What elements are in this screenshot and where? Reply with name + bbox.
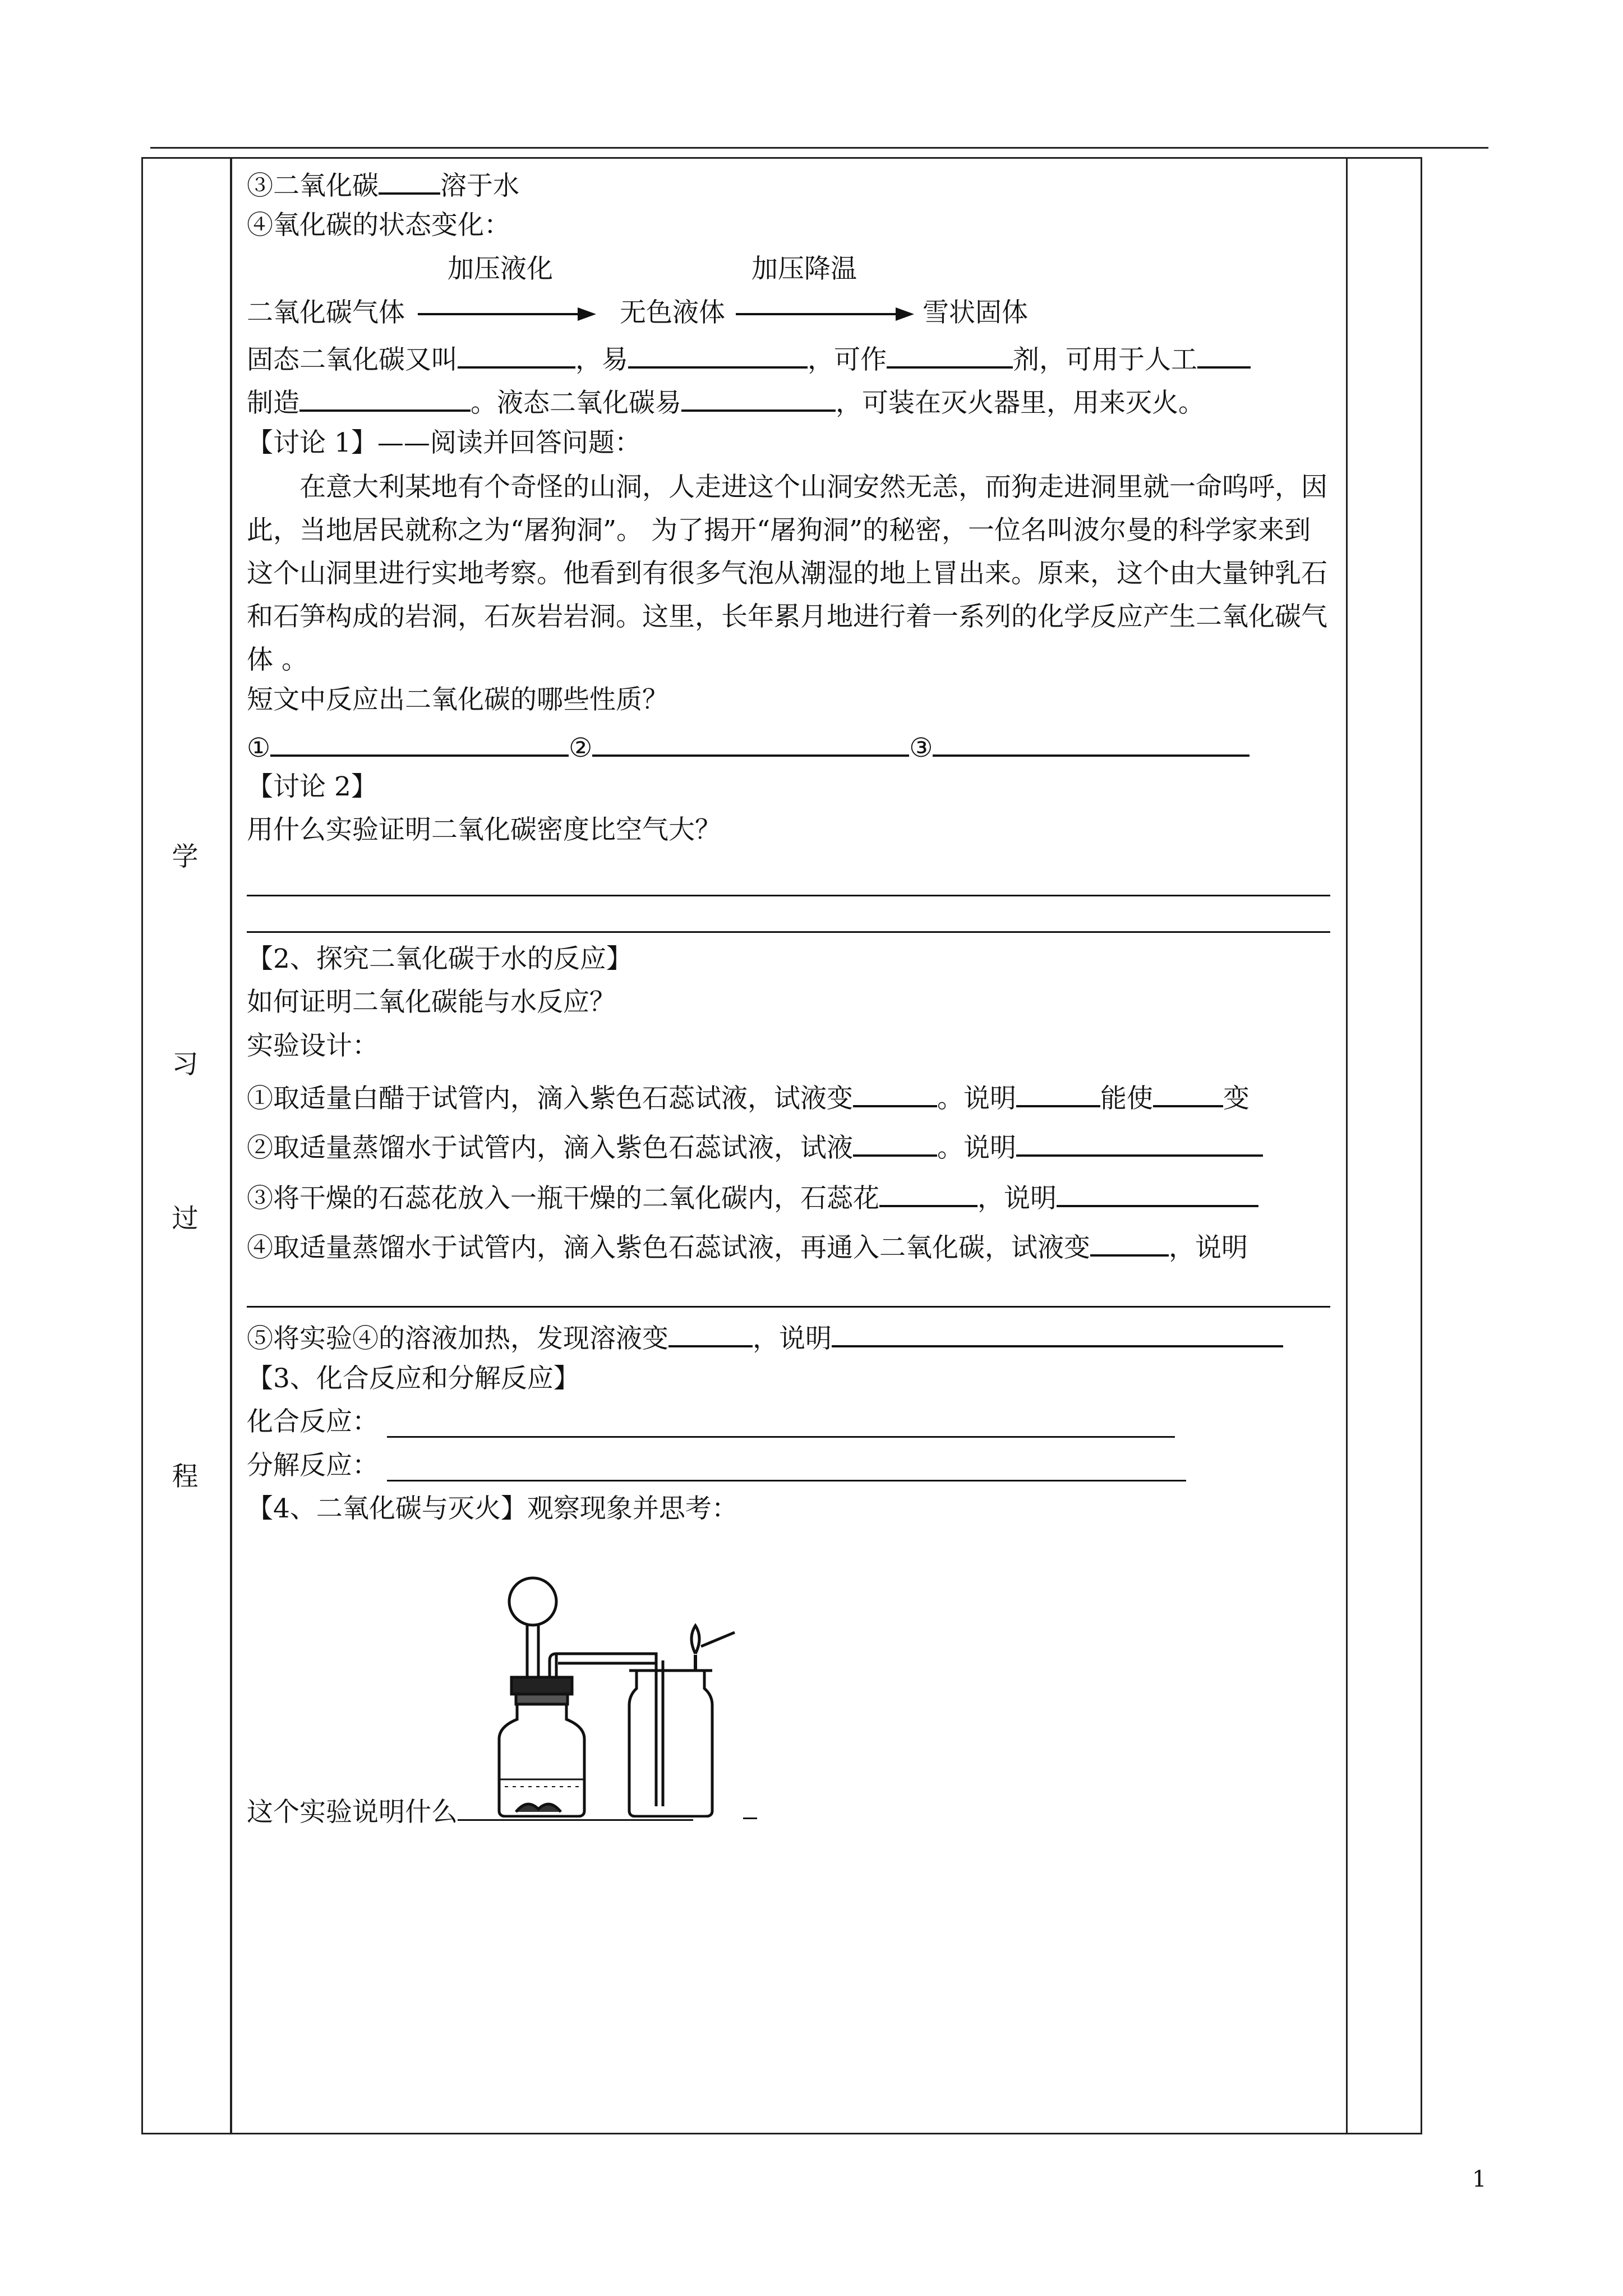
experiment-3 [247, 1178, 1258, 1216]
text-solid-co2: 固态二氧化碳又叫 [247, 344, 458, 375]
answer-line-density-2[interactable] [247, 931, 1330, 933]
text-exp5: ⑤将实验④的溶液加热，发现溶液变 [247, 1323, 668, 1354]
text-exp3-explain: ，说明 [978, 1183, 1057, 1214]
question-density: 用什么实验证明二氧化碳密度比空气大？ [247, 815, 721, 845]
table-top-border [141, 157, 1421, 159]
blank-exp1-object[interactable] [1153, 1078, 1223, 1107]
blank-exp5-explain[interactable] [832, 1318, 1283, 1347]
blank-property[interactable] [628, 339, 808, 369]
side-label-cheng: 程 [172, 1461, 199, 1492]
text-fire-extinguisher: ，可装在灭火器里，用来灭火。 [836, 388, 1205, 418]
heading-discussion-1: 【讨论 1】——阅读并回答问题： [247, 427, 641, 458]
question-experiment-meaning [247, 1792, 693, 1829]
text-liquid-easy: 。液态二氧化碳易 [471, 388, 681, 418]
blank-make[interactable] [299, 383, 471, 412]
label-decomposition-reaction: 分解反应： [247, 1450, 379, 1481]
blank-exp1-subject[interactable] [1016, 1078, 1100, 1107]
blank-answer-2[interactable] [592, 728, 909, 757]
blank-exp1-color[interactable] [853, 1078, 937, 1107]
line-state-change: ④氧化碳的状态变化： [247, 210, 510, 241]
blank-exp3-explain[interactable] [1057, 1178, 1258, 1207]
answer-line-density[interactable] [247, 895, 1330, 896]
text-what-experiment-shows: 这个实验说明什么 [247, 1797, 458, 1828]
heading-section-2: 【2、探究二氧化碳于水的反应】 [247, 944, 633, 974]
co2-apparatus-illustration [482, 1571, 774, 1818]
label-answer-2: ② [569, 733, 593, 763]
text-exp2-explain: 。说明 [937, 1133, 1016, 1163]
state-snow-solid: 雪状固体 [923, 297, 1028, 328]
header-rule [150, 147, 1488, 149]
text-exp3: ③将干燥的石蕊花放入一瓶干燥的二氧化碳内，石蕊花 [247, 1183, 879, 1214]
blank-exp3-flower[interactable] [879, 1178, 978, 1207]
answer-line-combination[interactable] [387, 1436, 1175, 1438]
table-right-border [1421, 157, 1422, 2134]
experiment-1 [247, 1078, 1249, 1116]
text-exp4: ④取适量蒸馏水于试管内，滴入紫色石蕊试液，再通入二氧化碳，试液变 [247, 1232, 1090, 1263]
label-combination-reaction: 化合反应： [247, 1406, 379, 1437]
text-make: 制造 [247, 388, 299, 418]
answer-line-decomposition[interactable] [387, 1480, 1186, 1481]
text-artificial: 剂，可用于人工 [1013, 344, 1197, 375]
blank-answer-1[interactable] [270, 728, 569, 757]
question-co2-properties: 短文中反应出二氧化碳的哪些性质？ [247, 684, 668, 715]
text-exp5-explain: ，说明 [753, 1323, 832, 1354]
text-exp1-explain: 。说明 [937, 1083, 1016, 1114]
paragraph-dog-cave: 在意大利某地有个奇怪的山洞，人走进这个山洞安然无恙，而狗走进洞里就一命呜呼，因此，当地居民就称之为“屠狗洞”。 为了揭开“屠狗洞”的秘密，一位名叫波尔曼的科学家来到这个山洞里进行实地考察。他看到有很多气泡从潮湿的地上冒出来。原来，这个由大量钟乳石和石笋构成的岩洞，石灰岩岩洞。这里，长年累月地进行着一系列的化学反应产生二氧化碳气体 。 [247, 472, 1327, 675]
table-bottom-border [141, 2133, 1421, 2134]
line-solid-co2 [247, 339, 1251, 377]
text-co2: ③二氧化碳 [247, 171, 379, 201]
arrow-right-icon [418, 306, 597, 323]
arrow-right-icon [736, 306, 915, 323]
text-exp4-explain: ，说明 [1169, 1232, 1248, 1263]
line-co2-solubility [247, 165, 519, 203]
text-dissolve: 溶于水 [440, 171, 519, 201]
blank-exp2-explain[interactable] [1016, 1128, 1263, 1157]
blank-liquid-property[interactable] [681, 383, 836, 412]
label-experiment-design: 实验设计： [247, 1030, 379, 1061]
blank-exp5-color[interactable] [668, 1318, 753, 1347]
heading-section-4: 【4、二氧化碳与灭火】观察现象并思考： [247, 1493, 738, 1524]
blank-solid-name[interactable] [458, 339, 575, 369]
answer-line-tail[interactable] [743, 1818, 757, 1819]
blank-agent[interactable] [887, 339, 1013, 369]
experiment-5 [247, 1318, 1283, 1356]
answer-line-exp4[interactable] [247, 1306, 1330, 1308]
question-co2-water: 如何证明二氧化碳能与水反应？ [247, 987, 616, 1018]
blank-experiment-meaning[interactable] [458, 1792, 693, 1821]
blank-solubility[interactable] [379, 165, 440, 195]
side-label-xue: 学 [172, 841, 199, 872]
side-label-guo: 过 [172, 1203, 199, 1234]
text-exp2: ②取适量蒸馏水于试管内，滴入紫色石蕊试液，试液 [247, 1133, 853, 1163]
heading-section-3: 【3、化合反应和分解反应】 [247, 1363, 580, 1394]
label-pressure-liquefy: 加压液化 [448, 254, 553, 284]
state-co2-gas: 二氧化碳气体 [247, 297, 405, 328]
text-exp1-make: 能使 [1100, 1083, 1153, 1114]
text-easy: ，易 [575, 344, 628, 375]
label-answer-1: ① [247, 733, 271, 763]
label-answer-3: ③ [909, 733, 933, 763]
state-colorless-liquid: 无色液体 [620, 297, 725, 328]
line-liquid-co2 [247, 383, 1205, 420]
experiment-2 [247, 1128, 1263, 1165]
text-exp1: ①取适量白醋于试管内，滴入紫色石蕊试液，试液变 [247, 1083, 853, 1114]
table-left-border [141, 157, 143, 2134]
text-usable-as: ，可作 [808, 344, 887, 375]
text-exp1-change: 变 [1223, 1083, 1249, 1114]
heading-discussion-2: 【讨论 2】 [247, 771, 377, 802]
blank-exp2-color[interactable] [853, 1128, 937, 1157]
page-number: 1 [1472, 2166, 1487, 2192]
blank-exp4-color[interactable] [1090, 1227, 1169, 1257]
side-label-xi: 习 [172, 1049, 199, 1080]
table-col-divider-1 [230, 157, 232, 2134]
answer-row [247, 728, 1249, 765]
label-pressure-cool: 加压降温 [751, 254, 857, 284]
blank-answer-3[interactable] [933, 728, 1249, 757]
experiment-4 [247, 1227, 1248, 1265]
table-col-divider-2 [1346, 157, 1348, 2134]
blank-artificial[interactable] [1197, 339, 1251, 369]
